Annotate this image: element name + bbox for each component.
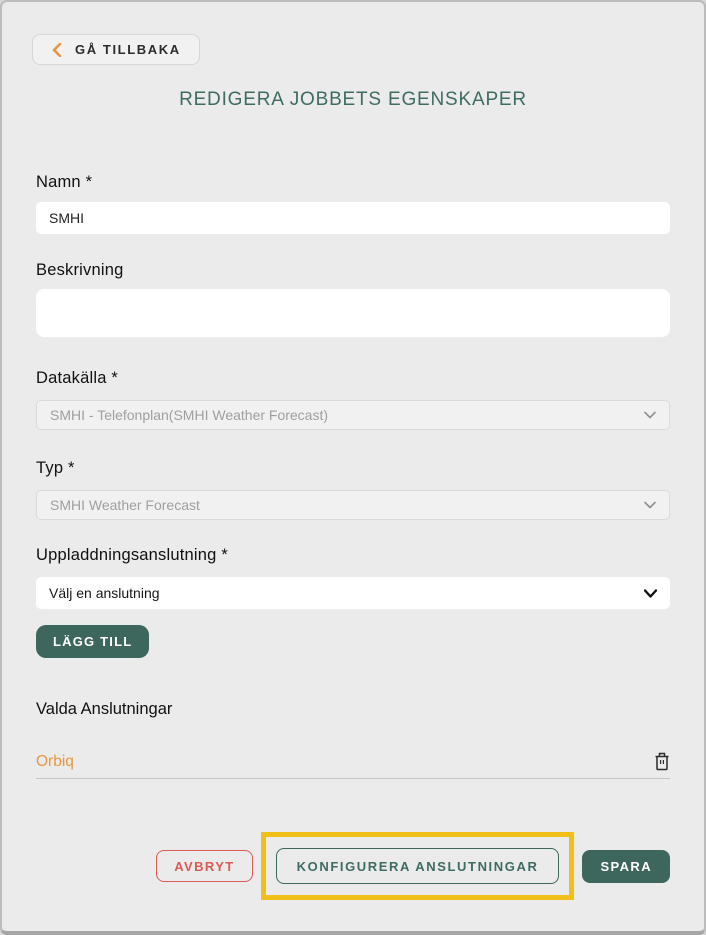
configure-button[interactable]: KONFIGURERA ANSLUTNINGAR — [276, 848, 560, 884]
upload-connection-select-value: Välj en anslutning — [49, 585, 160, 601]
page-title: REDIGERA JOBBETS EGENSKAPER — [179, 89, 527, 110]
chevron-down-icon — [644, 589, 657, 598]
upload-connection-label: Uppladdningsanslutning * — [36, 546, 228, 564]
selected-connections-heading: Valda Anslutningar — [36, 700, 173, 718]
type-label: Typ * — [36, 459, 75, 477]
connection-link[interactable]: Orbiq — [36, 752, 74, 770]
trash-icon[interactable] — [654, 752, 670, 771]
save-button[interactable]: SPARA — [582, 850, 670, 883]
description-textarea[interactable] — [36, 289, 670, 337]
cancel-button[interactable]: AVBRYT — [156, 850, 252, 882]
required-asterisk: * — [85, 173, 93, 191]
back-button-label: GÅ TILLBAKA — [75, 42, 181, 57]
footer-actions — [36, 832, 670, 900]
highlight-box — [261, 832, 575, 900]
type-select-value: SMHI Weather Forecast — [50, 497, 200, 513]
chevron-down-icon — [644, 411, 656, 419]
upload-connection-select[interactable] — [36, 577, 670, 609]
chevron-down-icon — [644, 501, 656, 509]
required-asterisk: * — [221, 546, 228, 564]
add-button[interactable]: LÄGG TILL — [36, 625, 149, 658]
datasource-select — [36, 400, 670, 430]
chevron-left-icon — [51, 43, 63, 57]
connection-row — [36, 752, 670, 779]
name-input[interactable] — [36, 202, 670, 234]
datasource-label: Datakälla * — [36, 369, 119, 387]
back-button[interactable] — [32, 34, 200, 65]
datasource-select-value: SMHI - Telefonplan(SMHI Weather Forecast) — [50, 407, 329, 423]
required-asterisk: * — [111, 369, 119, 387]
type-select — [36, 490, 670, 520]
required-asterisk: * — [68, 459, 75, 477]
description-label: Beskrivning — [36, 261, 124, 279]
name-label: Namn * — [36, 173, 93, 191]
